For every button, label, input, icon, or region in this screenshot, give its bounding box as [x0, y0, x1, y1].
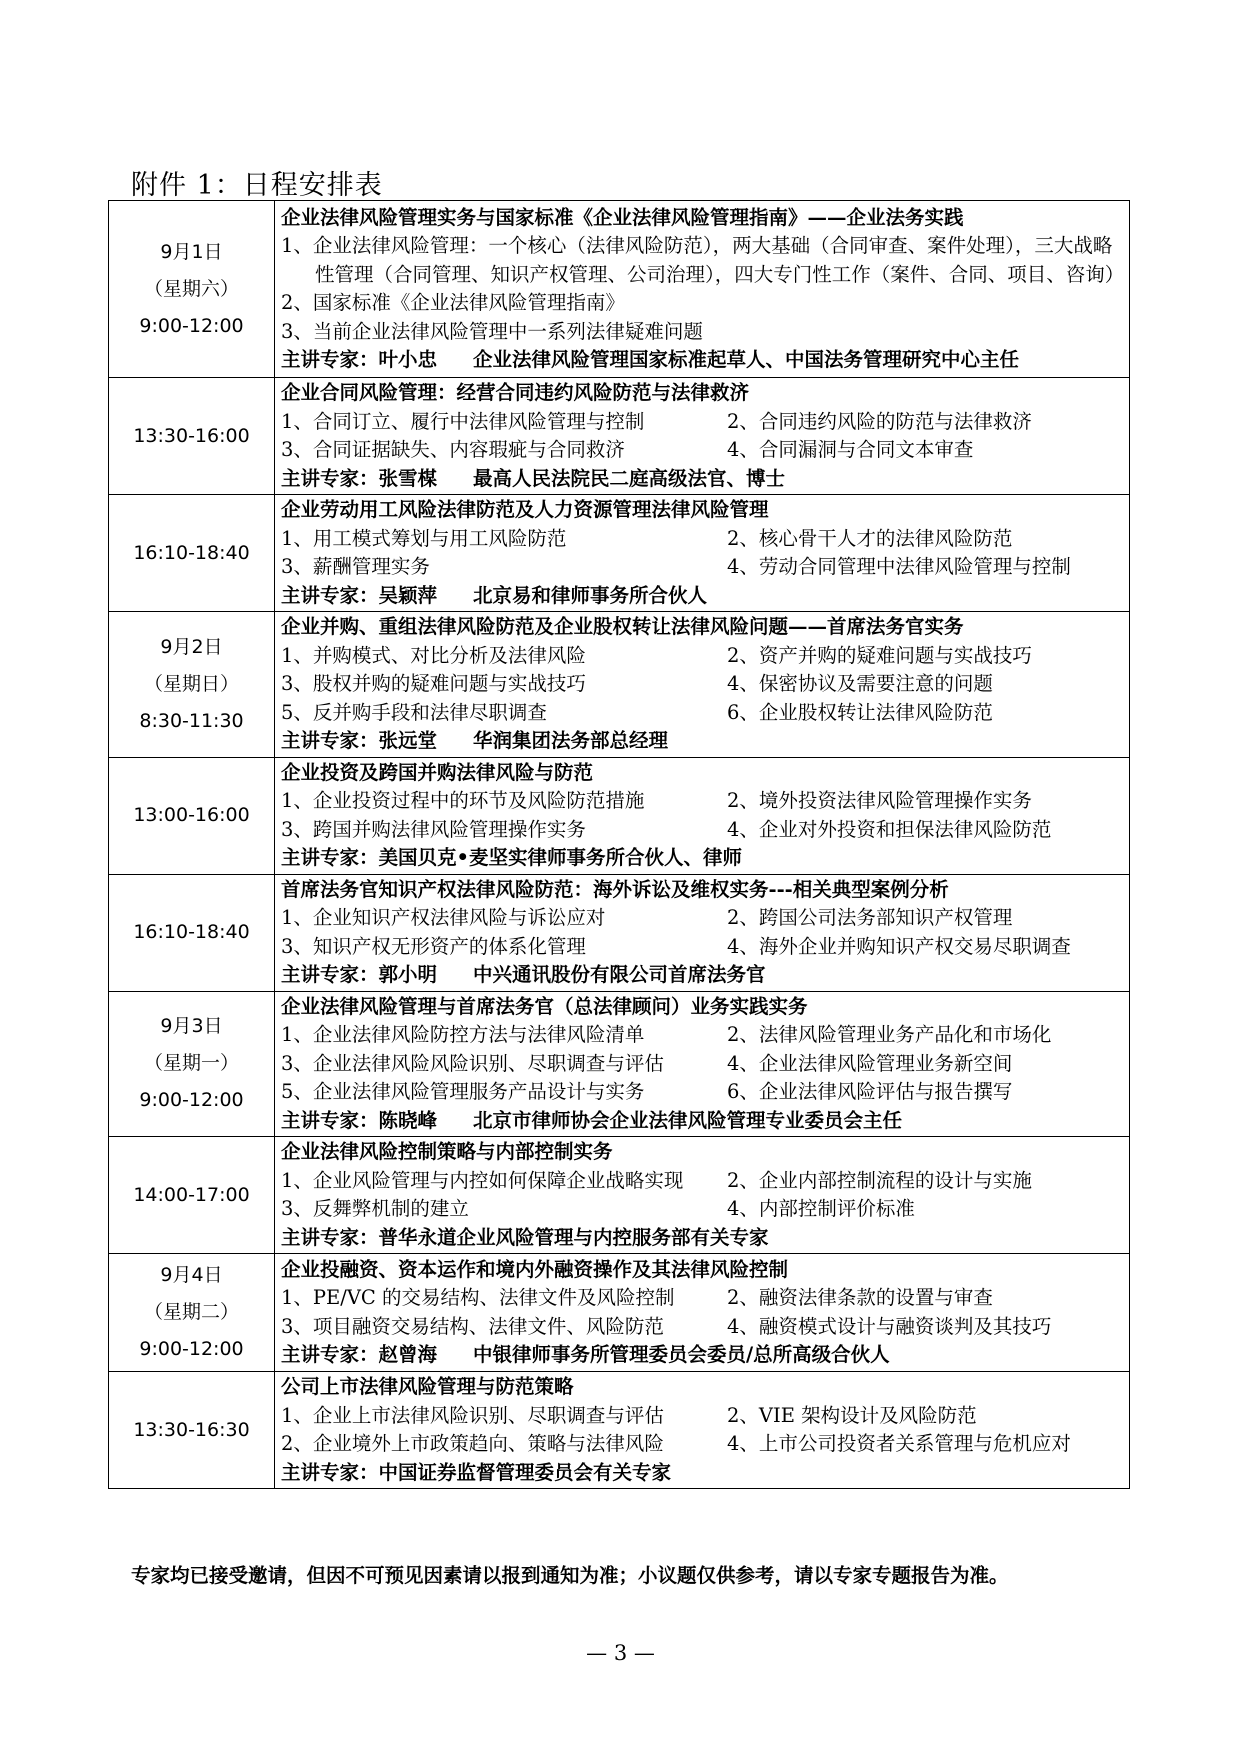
speaker-title: 中银律师事务所管理委员会委员/总所高级合伙人 [473, 1343, 890, 1366]
speaker-title: 北京易和律师事务所合伙人 [473, 583, 708, 607]
session-item: 3、项目融资交易结构、法律文件、风险防范 [281, 1314, 664, 1338]
session-item: 3、知识产权无形资产的体系化管理 [281, 934, 586, 958]
speaker-name: 主讲专家：美国贝克•麦坚实律师事务所合伙人、律师 [281, 846, 742, 869]
session-time-cell [109, 378, 275, 495]
session-item: 3、反舞弊机制的建立 [281, 1197, 469, 1220]
session-time-line: （星期日） [143, 672, 239, 695]
session-topic: 首席法务官知识产权法律风险防范：海外诉讼及维权实务---相关典型案例分析 [281, 877, 949, 901]
session-time-cell [109, 1254, 275, 1372]
session-speaker [281, 1341, 1123, 1370]
session-speaker [281, 844, 1123, 873]
session-time-line: （星期二） [143, 1301, 239, 1323]
session-time-cell [109, 612, 275, 758]
session-item: 1、企业法律风险防控方法与法律风险清单 [281, 1023, 645, 1046]
session-time-cell [109, 1372, 275, 1489]
session-time-line: 9月3日 [160, 1015, 223, 1038]
session-item: 2、融资法律条款的设置与审查 [727, 1286, 993, 1309]
session-item: 1、企业风险管理与内控如何保障企业战略实现 [281, 1168, 684, 1192]
page-number: — 3 — [586, 1641, 655, 1665]
schedule-row [109, 1254, 1130, 1372]
session-item: 6、企业股权转让法律风险防范 [727, 700, 993, 724]
speaker-name: 主讲专家：张雪楳 [281, 466, 438, 490]
session-time-cell [109, 1137, 275, 1254]
session-time-cell [109, 874, 275, 991]
session-time-line: 9:00-12:00 [139, 1338, 244, 1360]
session-speaker [281, 346, 1123, 375]
session-item: 5、企业法律风险管理服务产品设计与实务 [281, 1080, 645, 1103]
schedule-row [109, 991, 1130, 1137]
session-speaker [281, 582, 1123, 611]
speaker-name: 主讲专家：赵曾海 [281, 1343, 438, 1366]
session-item-grid [281, 408, 1123, 465]
session-item-grid [281, 525, 1123, 582]
session-time-line: （星期一） [143, 1052, 239, 1075]
speaker-title: 华润集团法务部总经理 [473, 729, 669, 752]
session-item: 4、保密协议及需要注意的问题 [727, 672, 993, 695]
session-topic: 企业法律风险控制策略与内部控制实务 [281, 1140, 613, 1163]
schedule-row [109, 612, 1130, 758]
schedule-row [109, 757, 1130, 874]
session-time-line: 14:00-17:00 [133, 1183, 250, 1206]
session-speaker [281, 961, 1123, 990]
session-item: 1、企业知识产权法律风险与诉讼应对 [281, 906, 606, 929]
session-time-line: 13:30-16:00 [133, 424, 250, 447]
session-topic: 企业投融资、资本运作和境内外融资操作及其法律风险控制 [281, 1257, 789, 1281]
session-item: 3、薪酬管理实务 [281, 555, 430, 578]
session-time-line: 9月1日 [160, 240, 223, 263]
session-content-cell [275, 1137, 1130, 1254]
session-item-grid [281, 787, 1123, 844]
footnote: 专家均已接受邀请，但因不可预见因素请以报到通知为准；小议题仅供参考，请以专家专题报告为准。 [131, 1564, 1009, 1587]
session-item: 1、企业投资过程中的环节及风险防范措施 [281, 789, 645, 812]
session-content-cell [275, 991, 1130, 1137]
session-speaker [281, 727, 1123, 756]
session-item: 4、海外企业并购知识产权交易尽职调查 [727, 934, 1071, 958]
session-content-cell [275, 612, 1130, 758]
page-heading: 附件 1：日程安排表 [131, 170, 383, 201]
session-content-cell [275, 201, 1130, 378]
speaker-name: 主讲专家：叶小忠 [281, 348, 438, 371]
session-item: 4、劳动合同管理中法律风险管理与控制 [727, 555, 1071, 578]
session-content-cell [275, 757, 1130, 874]
session-content-cell [275, 874, 1130, 991]
session-item: 1、PE/VC 的交易结构、法律文件及风险控制 [281, 1286, 675, 1309]
session-item-grid [281, 1284, 1123, 1341]
schedule-row [109, 495, 1130, 612]
session-item-grid [281, 1402, 1123, 1459]
schedule-row [109, 378, 1130, 495]
session-item: 3、企业法律风险风险识别、尽职调查与评估 [281, 1051, 664, 1075]
session-time-line: 16:10-18:40 [133, 921, 250, 943]
session-time-line: 8:30-11:30 [139, 709, 244, 732]
session-item: 1、企业法律风险管理：一个核心（法律风险防范），两大基础（合同审查、案件处理），三大战略性管理（合同管理、知识产权管理、公司治理），四大专门性工作（案件、合同、项目、咨询） [281, 234, 1125, 286]
session-item: 2、国家标准《企业法律风险管理指南》 [281, 291, 625, 314]
speaker-title: 企业法律风险管理国家标准起草人、中国法务管理研究中心主任 [473, 348, 1020, 371]
session-time-line: 9:00-12:00 [139, 1089, 244, 1112]
speaker-name: 主讲专家：郭小明 [281, 963, 438, 986]
session-item: 5、反并购手段和法律尽职调查 [281, 700, 547, 724]
session-item: 4、企业对外投资和担保法律风险防范 [727, 817, 1052, 841]
session-item: 2、合同违约风险的防范与法律救济 [727, 409, 1032, 433]
speaker-name: 主讲专家：吴颖萍 [281, 583, 438, 607]
session-item-grid [281, 642, 1123, 728]
session-item: 4、融资模式设计与融资谈判及其技巧 [727, 1314, 1052, 1338]
session-item: 2、企业境外上市政策趋向、策略与法律风险 [281, 1432, 664, 1455]
session-item: 3、合同证据缺失、内容瑕疵与合同救济 [281, 438, 625, 461]
session-content-cell [275, 378, 1130, 495]
schedule-row [109, 201, 1130, 378]
session-item: 3、当前企业法律风险管理中一系列法律疑难问题 [281, 319, 703, 343]
session-time-cell [109, 201, 275, 378]
session-item: 2、跨国公司法务部知识产权管理 [727, 906, 1013, 929]
speaker-title: 中兴通讯股份有限公司首席法务官 [473, 963, 766, 986]
session-item: 3、股权并购的疑难问题与实战技巧 [281, 672, 586, 695]
session-item: 6、企业法律风险评估与报告撰写 [727, 1080, 1013, 1103]
session-item: 2、企业内部控制流程的设计与实施 [727, 1168, 1032, 1192]
session-time-line: （星期六） [143, 277, 239, 300]
session-time-cell [109, 991, 275, 1137]
speaker-name: 主讲专家：中国证券监督管理委员会有关专家 [281, 1460, 672, 1484]
session-topic: 企业法律风险管理实务与国家标准《企业法律风险管理指南》——企业法务实践 [281, 205, 964, 229]
session-item-grid [281, 904, 1123, 961]
session-topic: 企业投资及跨国并购法律风险与防范 [281, 760, 594, 784]
session-item: 2、法律风险管理业务产品化和市场化 [727, 1023, 1052, 1046]
speaker-title: 最高人民法院民二庭高级法官、博士 [473, 466, 786, 490]
schedule-table [108, 200, 1130, 1489]
session-item: 4、内部控制评价标准 [727, 1197, 915, 1220]
session-speaker [281, 1224, 1123, 1253]
session-content-cell [275, 1372, 1130, 1489]
session-item: 1、并购模式、对比分析及法律风险 [281, 643, 586, 667]
session-time-cell [109, 495, 275, 612]
session-time-line: 13:00-16:00 [133, 804, 250, 826]
session-topic: 企业法律风险管理与首席法务官（总法律顾问）业务实践实务 [281, 994, 808, 1018]
session-item: 2、境外投资法律风险管理操作实务 [727, 789, 1032, 812]
session-speaker [281, 1459, 1123, 1488]
schedule-row [109, 874, 1130, 991]
session-topic: 企业劳动用工风险法律防范及人力资源管理法律风险管理 [281, 498, 769, 521]
session-time-cell [109, 757, 275, 874]
session-content-cell [275, 495, 1130, 612]
session-item-grid [281, 1167, 1123, 1224]
schedule-row [109, 1372, 1130, 1489]
session-time-line: 9月4日 [160, 1264, 223, 1286]
session-content-cell [275, 1254, 1130, 1372]
session-time-line: 9月2日 [160, 635, 223, 658]
session-topic: 企业并购、重组法律风险防范及企业股权转让法律风险问题——首席法务官实务 [281, 615, 964, 638]
speaker-name: 主讲专家：张远堂 [281, 729, 438, 752]
session-time-line: 16:10-18:40 [133, 541, 250, 564]
speaker-name: 主讲专家：普华永道企业风险管理与内控服务部有关专家 [281, 1225, 769, 1249]
session-item: 3、跨国并购法律风险管理操作实务 [281, 817, 586, 841]
session-topic: 企业合同风险管理：经营合同违约风险防范与法律救济 [281, 381, 750, 404]
speaker-name: 主讲专家：陈晓峰 [281, 1108, 438, 1132]
session-item: 2、VIE 架构设计及风险防范 [727, 1403, 977, 1427]
session-item: 2、核心骨干人才的法律风险防范 [727, 526, 1013, 550]
session-item: 4、上市公司投资者关系管理与危机应对 [727, 1432, 1071, 1455]
session-topic: 公司上市法律风险管理与防范策略 [281, 1375, 574, 1398]
session-item: 1、合同订立、履行中法律风险管理与控制 [281, 409, 645, 433]
session-item: 2、资产并购的疑难问题与实战技巧 [727, 643, 1032, 667]
session-item: 1、企业上市法律风险识别、尽职调查与评估 [281, 1403, 664, 1427]
session-time-line: 9:00-12:00 [139, 314, 244, 337]
session-speaker [281, 1107, 1123, 1136]
schedule-row [109, 1137, 1130, 1254]
session-item: 4、企业法律风险管理业务新空间 [727, 1051, 1013, 1075]
speaker-title: 北京市律师协会企业法律风险管理专业委员会主任 [473, 1108, 903, 1132]
session-item: 1、用工模式筹划与用工风险防范 [281, 526, 567, 550]
session-speaker [281, 465, 1123, 494]
session-item: 4、合同漏洞与合同文本审查 [727, 438, 974, 461]
session-time-line: 13:30-16:30 [133, 1418, 250, 1441]
session-item-grid [281, 1021, 1123, 1107]
